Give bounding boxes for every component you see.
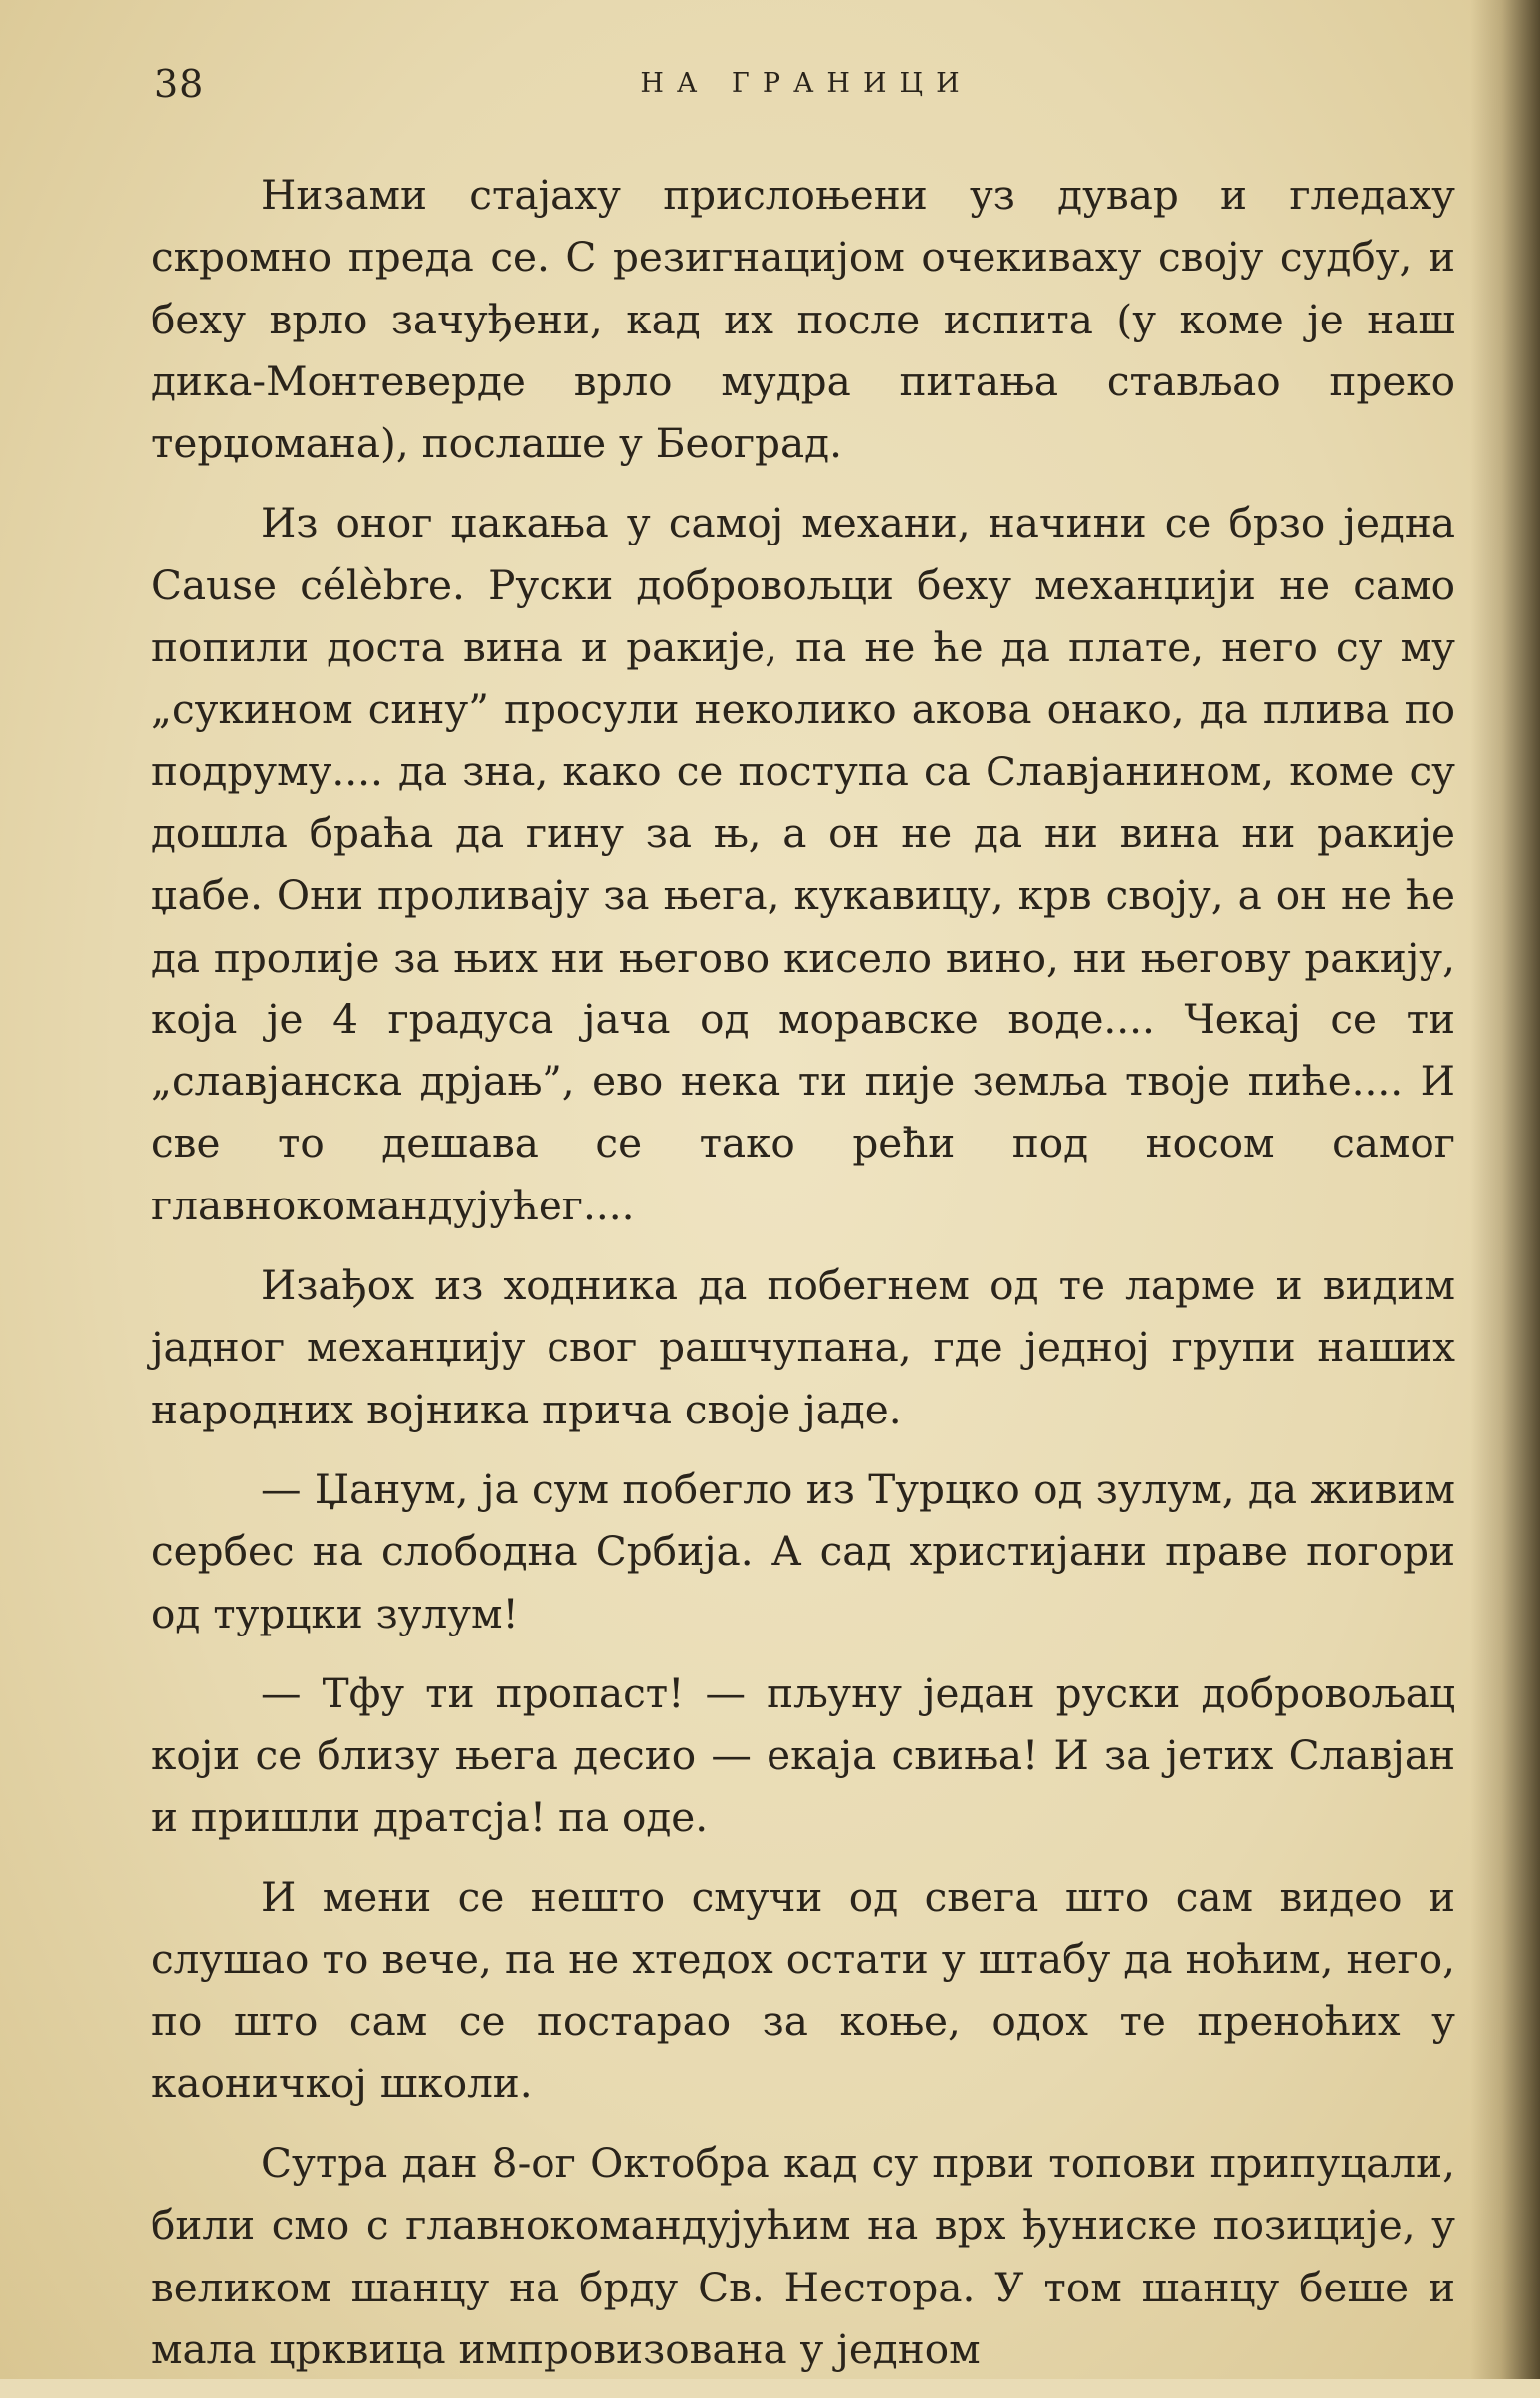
- page-header: [0, 62, 1540, 121]
- page-number: 38: [154, 62, 205, 106]
- paragraph: — Тфу ти пропаст! — пљуну један руски добровољац који се близу њега десио — екаја свиња! И за јетих Славјан и пришли дратсја! па оде.: [151, 1668, 1455, 1842]
- running-title: НА ГРАНИЦИ: [640, 68, 973, 99]
- page-gutter-shadow: [1470, 0, 1540, 2379]
- paragraph: Из оног џакања у самој механи, начини се брзо једна Cause célèbre. Руски добровољци беху механџији не само попили доста вина и ракије, па не ће да плате, него су му „сукином сину” просули неколико акова онако, да плива по подруму.... да зна, како се поступа са Славјанином, коме су дошла браћа да гину за њ, а он не да ни вина ни ракије џабе. Они проливају за њега, кукавицу, крв своју, а он не ће да пролије за њих ни његово кисело вино, ни његову ракију, која је 4 градуса јача од моравске воде.... Чекај се ти „славјанска дрјањ”, ево нека ти пије земља твоје пиће.... И све то дешава се тако реħи под носом самог главнокомандујућег....: [151, 499, 1455, 1229]
- body-text: [151, 164, 1455, 2398]
- paragraph: — Џанум, ја сум побегло из Турцко од зулум, да живим сербес на слободна Србија. А сад христијани праве погори од турцки зулум!: [151, 1464, 1455, 1637]
- paragraph: Низами стајаху прислоњени уз дувар и гледаху скромно преда се. С резигнацијом очекиваху своју судбу, и беху врло зачуђени, кад их после испита (у коме је наш дика-Монтеверде врло мудра питања стављао преко терџомана), послаше у Београд.: [151, 171, 1455, 468]
- paragraph: Сутра дан 8-ог Октобра кад су први топови припуцали, били смо с главнокомандујућим на врх ђуниске позиције, у великом шанцу на брду Св. Нестора. У том шанцу беше и мала црквица импровизована у једном: [151, 2138, 1455, 2373]
- paragraph: И мени се нешто смучи од свега што сам видео и слушао то вече, па не хтедох остати у штабу да ноћим, него, по што сам се постарао за коње, одох те преноћих у каоничкој школи.: [151, 1872, 1455, 2107]
- paragraph: Изађох из ходника да побегнем од те ларме и видим јадног механџију свог рашчупана, где једној групи наших народних војника прича своје јаде.: [151, 1261, 1455, 1433]
